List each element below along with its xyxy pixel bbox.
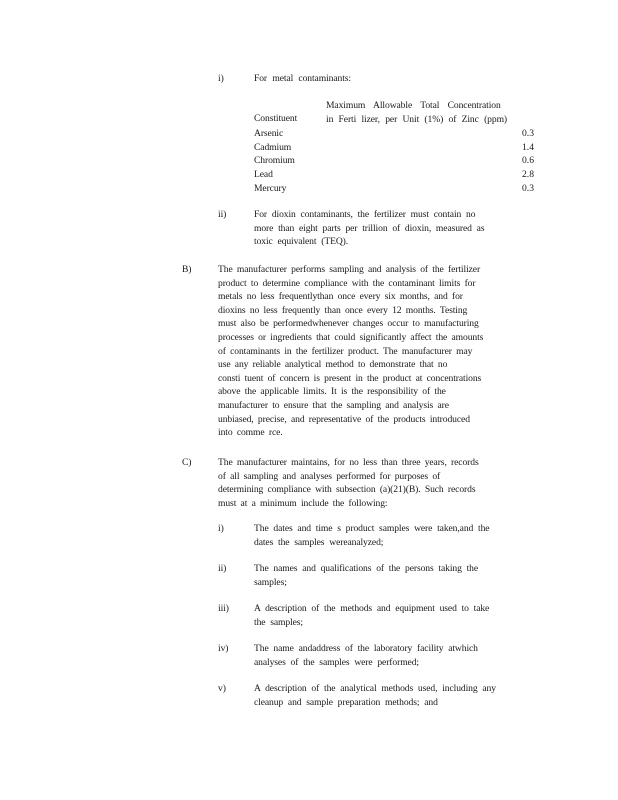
table-cell-value: 2.8	[522, 169, 534, 180]
text-line: cleanup and sample preparation methods; and	[254, 696, 438, 708]
table-cell-value: 0.3	[522, 183, 534, 194]
record-item	[254, 602, 489, 629]
text-line: unbiased, precise, and representative of the products introduced	[218, 413, 470, 425]
text-line: must at a minimum include the following:	[218, 497, 388, 509]
table-cell-constituent: Mercury	[254, 183, 287, 194]
item-text: For metal contaminants:	[254, 73, 351, 84]
text-line: determining compliance with subsection (a)(21)(B). Such records	[218, 484, 476, 496]
table-cell-constituent: Lead	[254, 169, 273, 180]
text-line: manufacturer to ensure that the sampling and analysis are	[218, 399, 449, 411]
table-cell-value: 0.3	[522, 128, 534, 139]
table-header-constituent: Constituent	[254, 113, 298, 124]
text-line: product to determine compliance with the contaminant limits for	[218, 277, 476, 289]
text-line: The manufacturer performs sampling and analysis of the fertilizer	[218, 264, 481, 275]
text-line: more than eight parts per trillion of dioxin, measured as	[254, 222, 485, 234]
text-line: analyses of the samples were performed;	[254, 656, 419, 668]
text-line: toxic equivalent (TEQ).	[254, 236, 349, 248]
text-line: use any reliable analytical method to demonstrate that no	[218, 359, 448, 371]
text-line: dioxins no less frequently than once every 12 months. Testing	[218, 304, 468, 316]
section-marker: B)	[182, 264, 192, 275]
table-cell-constituent: Arsenic	[254, 128, 284, 139]
item-marker: v)	[218, 683, 226, 694]
text-line: samples;	[254, 576, 287, 588]
record-item	[254, 682, 496, 709]
text-line: The dates and time s product samples were taken,and the	[254, 523, 490, 534]
text-line: processes or ingredients that could significantly affect the amounts	[218, 331, 484, 343]
text-line: above the applicable limits. It is the responsibility of the	[218, 386, 446, 398]
item-marker: i)	[218, 523, 224, 534]
records-paragraph	[218, 456, 479, 510]
item-marker: ii)	[218, 563, 227, 574]
text-line: dates the samples wereanalyzed;	[254, 536, 384, 548]
text-line: A description of the methods and equipment used to take	[254, 603, 490, 614]
text-line: of contaminants in the fertilizer product. The manufacturer may	[218, 345, 473, 357]
item-marker: iv)	[218, 643, 229, 654]
record-item	[254, 562, 478, 589]
record-item	[254, 522, 489, 549]
table-cell-value: 0.6	[522, 155, 534, 166]
text-line: A description of the analytical methods used, including any	[254, 683, 496, 694]
text-line: The manufacturer maintains, for no less than three years, records	[218, 457, 479, 468]
record-item	[254, 642, 478, 669]
item-marker: ii)	[218, 209, 227, 220]
text-line: into comme rce.	[218, 427, 283, 439]
text-line: consti tuent of concern is present in the product at concentrations	[218, 372, 482, 384]
text-line: The names and qualifications of the persons taking the	[254, 563, 479, 574]
text-line: The name andaddress of the laboratory facility atwhich	[254, 643, 478, 654]
text-line: metals no less frequentlythan once every six months, and for	[218, 291, 463, 303]
text-line: For dioxin contaminants, the fertilizer must contain no	[254, 209, 476, 220]
text-line: the samples;	[254, 616, 303, 628]
item-marker: i)	[218, 73, 224, 84]
table-header-concentration: Maximum Allowable Total Concentration	[326, 100, 501, 111]
table-header-concentration-line2: in Ferti lizer, per Unit (1%) of Zinc (ppm)	[326, 114, 508, 125]
text-line: of all sampling and analyses performed for purposes of	[218, 470, 441, 482]
text-line: must also be performedwhenever changes occur to manufacturing	[218, 318, 479, 330]
dioxin-paragraph	[254, 208, 484, 249]
section-marker: C)	[182, 457, 192, 468]
table-cell-value: 1.4	[522, 142, 534, 153]
table-cell-constituent: Chromium	[254, 155, 295, 166]
item-marker: iii)	[218, 603, 229, 614]
table-cell-constituent: Cadmium	[254, 142, 292, 153]
sampling-paragraph	[218, 263, 483, 440]
